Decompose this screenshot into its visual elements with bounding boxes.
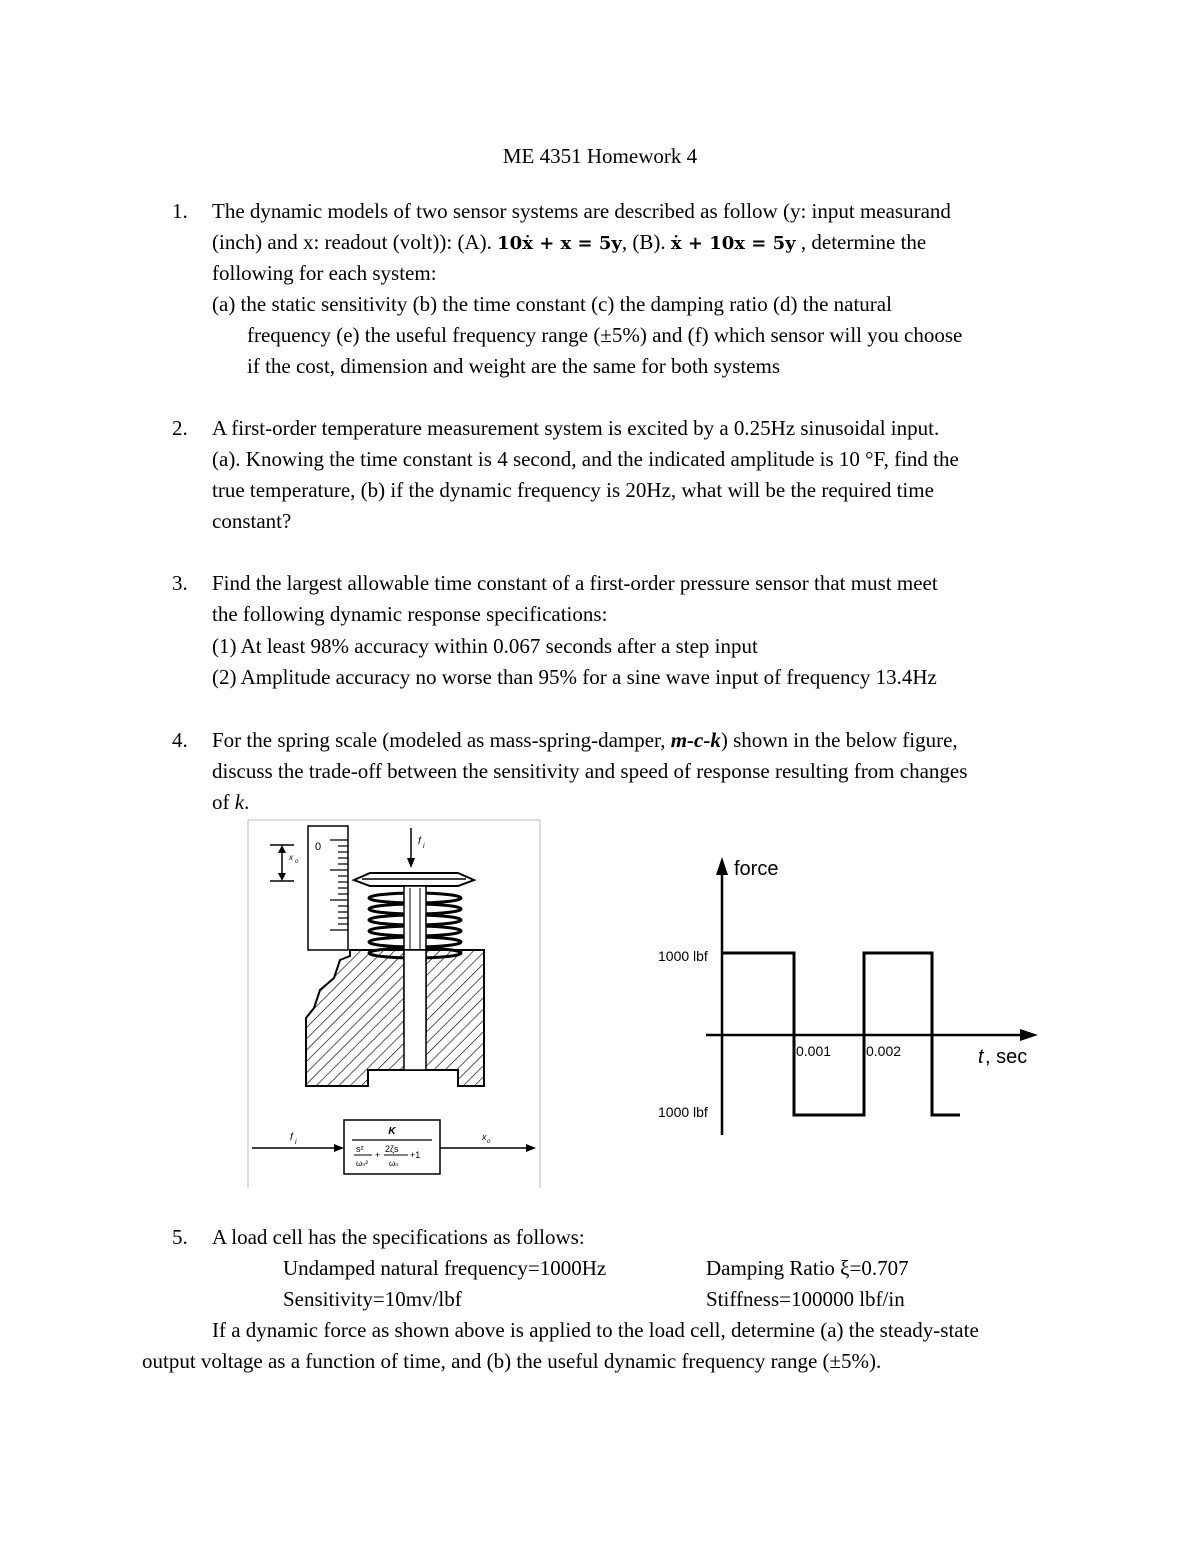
x-axis-label-t: t — [978, 1046, 984, 1068]
tf-wn2: ωₙ² — [356, 1159, 369, 1168]
q4-line-1 — [212, 727, 958, 753]
tf-2zs: 2ζs — [385, 1144, 399, 1154]
page-title: ME 4351 Homework 4 — [502, 144, 698, 168]
q1-line-3: following for each system: — [212, 261, 437, 285]
y-axis-arrow — [716, 857, 728, 875]
q1-equation-b: ẋ + 10x = 5y — [670, 233, 796, 254]
xo-dim-label: x — [289, 853, 293, 862]
fi-label-top-sub: i — [423, 843, 425, 850]
fi-arrow-head — [407, 858, 415, 868]
x-axis-arrow — [1020, 1029, 1038, 1041]
bottom-force-label: 1000 lbf — [658, 1104, 708, 1120]
fi-label-block: f — [290, 1132, 293, 1143]
q1-line-1: The dynamic models of two sensor systems are described as follow (y: input measurand — [212, 199, 951, 223]
fi-label-top: f — [418, 836, 421, 847]
spec-sensitivity: Sensitivity=10mv/lbf — [283, 1287, 462, 1311]
x-axis-label-unit: , sec — [985, 1046, 1028, 1068]
y-axis-label: force — [734, 858, 779, 880]
spec-natural-frequency: Undamped natural frequency=1000Hz — [283, 1256, 607, 1280]
q1-parts-line-3: if the cost, dimension and weight are the same for both systems — [247, 354, 781, 378]
tick-label-0.001: 0.001 — [796, 1043, 832, 1059]
q1-line-2 — [212, 229, 926, 257]
q1-equation-a: 10ẋ + x = 5y — [497, 233, 622, 254]
q5-number: 5. — [172, 1225, 188, 1249]
q4-line-3-text-b: . — [244, 790, 250, 814]
scale-base-body — [306, 950, 484, 1086]
spec-stiffness: Stiffness=100000 lbf/in — [706, 1287, 905, 1311]
q5-line-1: A load cell has the specifications as follows: — [212, 1225, 585, 1249]
force-square-wave-chart — [648, 845, 1048, 1145]
q1-line-2-text-b: , (B). — [621, 230, 671, 254]
q3-line-4: (2) Amplitude accuracy no worse than 95% for a sine wave input of frequency 13.4Hz — [212, 665, 937, 689]
q3-number: 3. — [172, 571, 188, 595]
q5-paragraph-line-2: output voltage as a function of time, and (b) the useful dynamic frequency range (±5%). — [142, 1349, 882, 1373]
q4-line-3-text-a: of — [212, 790, 235, 814]
top-force-label: 1000 lbf — [658, 948, 708, 964]
tf-plus-one: +1 — [410, 1150, 421, 1160]
scale-zero-label: 0 — [315, 841, 322, 853]
q4-line-1-text-b: ) shown in the below figure, — [720, 728, 958, 752]
xo-dim-sub: o — [295, 859, 299, 865]
q1-line-2-text-a: (inch) and x: readout (volt)): (A). — [212, 230, 498, 254]
q4-number: 4. — [172, 728, 188, 752]
q3-line-3: (1) At least 98% accuracy within 0.067 seconds after a step input — [212, 634, 758, 658]
rod-bore — [404, 950, 426, 1070]
q4-line-1-text-a: For the spring scale (modeled as mass-spring-damper, — [212, 728, 671, 752]
q1-parts-line-1: (a) the static sensitivity (b) the time constant (c) the damping ratio (d) the natural — [212, 292, 892, 316]
q2-line-3: true temperature, (b) if the dynamic frequency is 20Hz, what will be the required time — [212, 478, 934, 502]
q4-k: k — [234, 790, 245, 814]
fi-label-block-sub: i — [295, 1139, 297, 1146]
q1-line-2-text-c: , determine the — [795, 230, 927, 254]
xo-dimension-marker — [270, 845, 294, 881]
xo-label-block: x — [482, 1132, 487, 1142]
q4-line-3 — [212, 789, 249, 815]
q2-line-2: (a). Knowing the time constant is 4 second, and the indicated amplitude is 10 °F, find the — [212, 447, 959, 471]
block-output-arrow — [526, 1144, 536, 1152]
q5-paragraph-line-1: If a dynamic force as shown above is applied to the load cell, determine (a) the steady-state — [212, 1318, 979, 1342]
tf-numerator: K — [388, 1126, 396, 1137]
block-input-arrow — [334, 1144, 344, 1152]
q1-number: 1. — [172, 199, 188, 223]
tick-label-0.002: 0.002 — [866, 1043, 902, 1059]
q2-number: 2. — [172, 416, 188, 440]
spec-damping-ratio: Damping Ratio ξ=0.707 — [706, 1256, 909, 1280]
q3-line-1: Find the largest allowable time constant of a first-order pressure sensor that must meet — [212, 571, 938, 595]
q1-parts-line-2: frequency (e) the useful frequency range (±5%) and (f) which sensor will you choose — [247, 323, 963, 347]
spring-scale-figure — [244, 818, 544, 1190]
q2-line-4: constant? — [212, 509, 292, 533]
tf-wn: ωₙ — [389, 1159, 399, 1168]
q3-line-2: the following dynamic response specifications: — [212, 602, 608, 626]
tf-plus: + — [375, 1150, 381, 1160]
tf-s2: s² — [356, 1144, 364, 1154]
q4-line-2: discuss the trade-off between the sensitivity and speed of response resulting from changes — [212, 759, 968, 783]
q4-mck: m-c-k — [670, 728, 721, 752]
q2-line-1: A first-order temperature measurement system is excited by a 0.25Hz sinusoidal input. — [212, 416, 940, 440]
xo-label-block-sub: o — [487, 1139, 491, 1145]
